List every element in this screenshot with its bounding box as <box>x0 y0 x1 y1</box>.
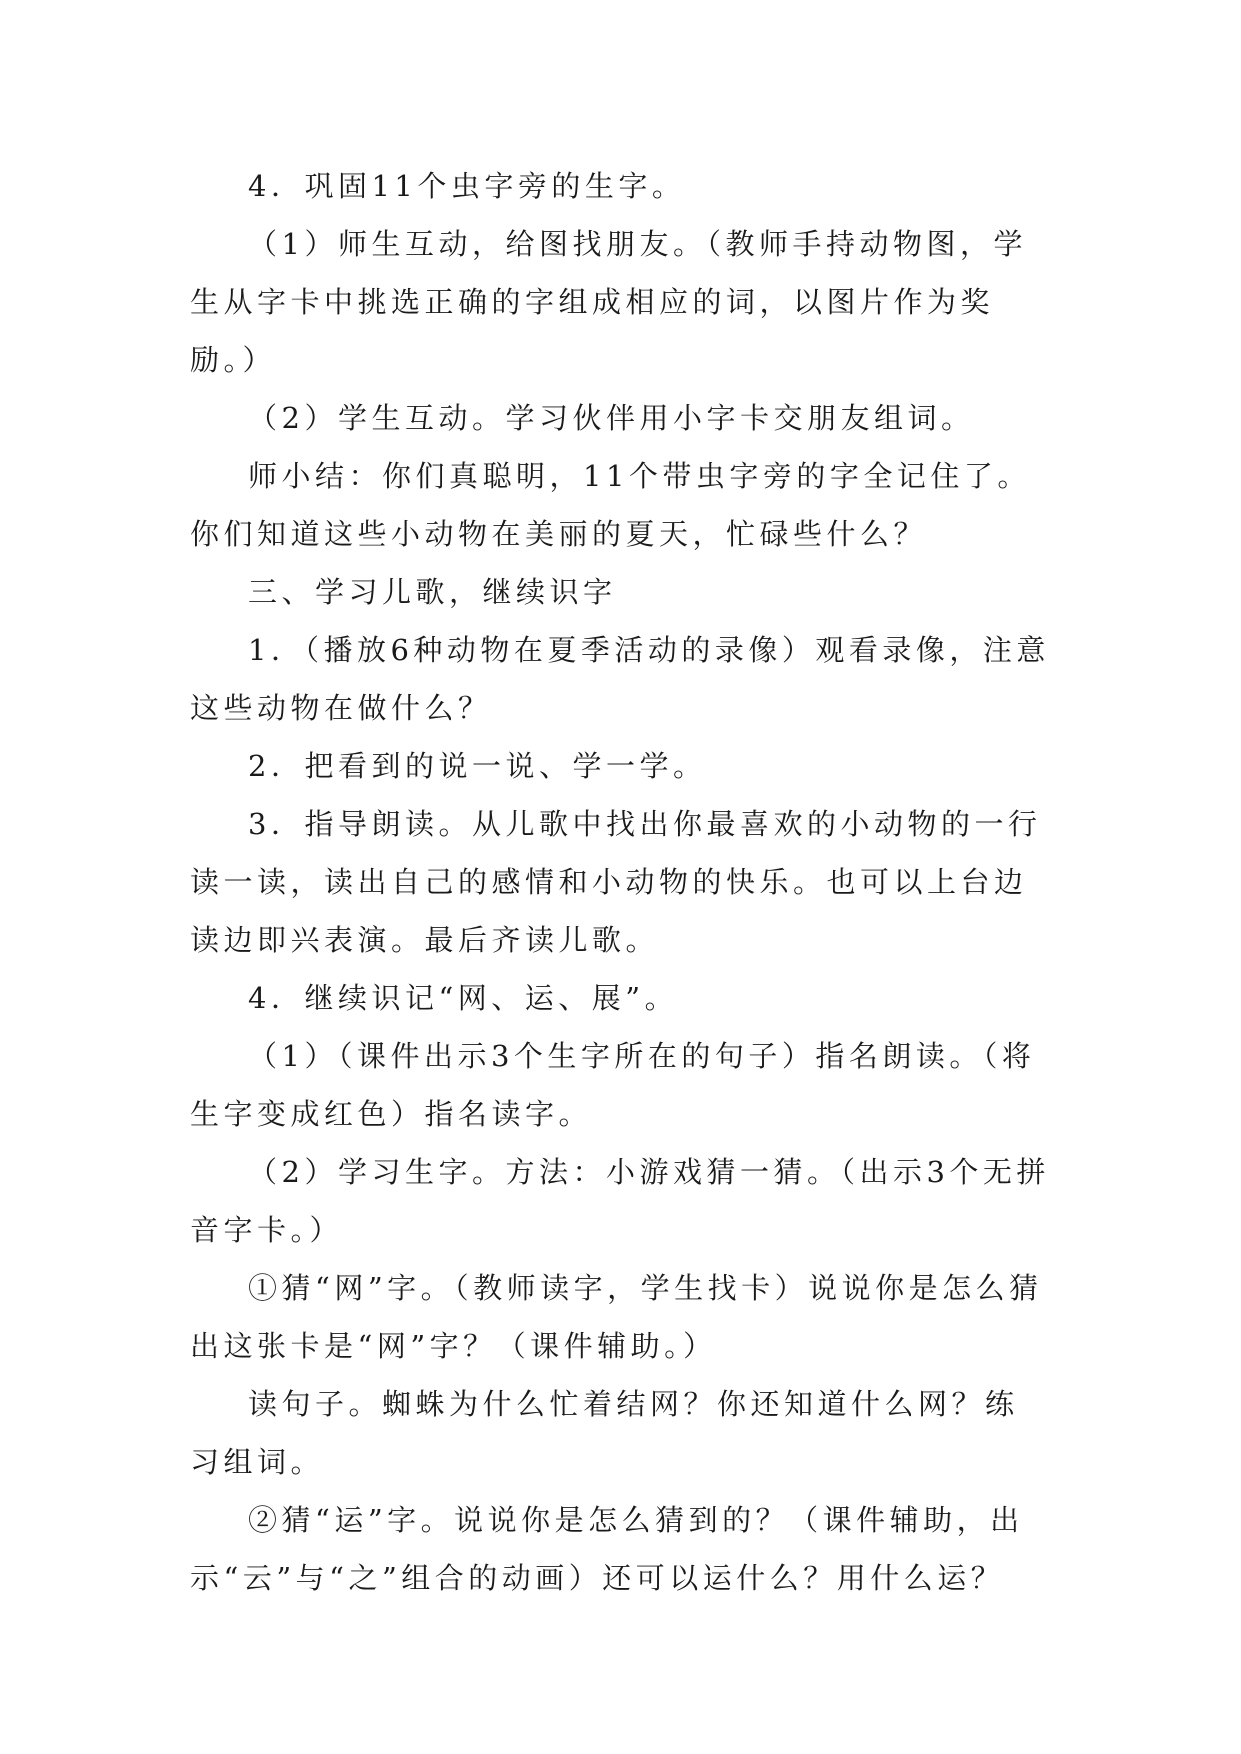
paragraph-guess-wang: ①猜“网”字。（教师读字，学生找卡）说说你是怎么猜出这张卡是“网”字？（课件辅助。） <box>190 1271 1043 1363</box>
paragraph-student-interaction: （2）学生互动。学习伙伴用小字卡交朋友组词。 <box>248 401 975 435</box>
paragraph-say-and-learn: 2．把看到的说一说、学一学。 <box>248 749 707 783</box>
paragraph-guided-reading: 3．指导朗读。从儿歌中找出你最喜欢的小动物的一行读一读，读出自己的感情和小动物的快乐。也可以上台边读边即兴表演。最后齐读儿歌。 <box>190 807 1042 957</box>
section-heading-3: 三、学习儿歌，继续识字 <box>248 575 617 609</box>
paragraph-teacher-summary: 师小结：你们真聪明，11个带虫字旁的字全记住了。你们知道这些小动物在美丽的夏天，忙碌些什么？ <box>190 459 1031 551</box>
paragraph-continue-recognition: 4．继续识记“网、运、展”。 <box>248 981 679 1015</box>
document-body <box>190 157 1050 1607</box>
paragraph-read-sentence: 读句子。蜘蛛为什么忙着结网？你还知道什么网？练习组词。 <box>190 1387 1019 1479</box>
paragraph-watch-video: 1．（播放6种动物在夏季活动的录像）观看录像，注意这些动物在做什么？ <box>190 633 1050 725</box>
paragraph-courseware-sentences: （1）（课件出示3个生字所在的句子）指名朗读。（将生字变成红色）指名读字。 <box>190 1039 1036 1131</box>
paragraph-item-4-consolidate: 4．巩固11个虫字旁的生字。 <box>248 169 686 203</box>
paragraph-guess-yun: ②猜“运”字。说说你是怎么猜到的？（课件辅助，出示“云”与“之”组合的动画）还可以运什么？用什么运？ <box>190 1503 1024 1595</box>
paragraph-teacher-student-interaction: （1）师生互动，给图找朋友。（教师手持动物图，学生从字卡中挑选正确的字组成相应的词，以图片作为奖励。） <box>190 227 1027 377</box>
paragraph-learn-characters: （2）学习生字。方法：小游戏猜一猜。（出示3个无拼音字卡。） <box>190 1155 1050 1247</box>
